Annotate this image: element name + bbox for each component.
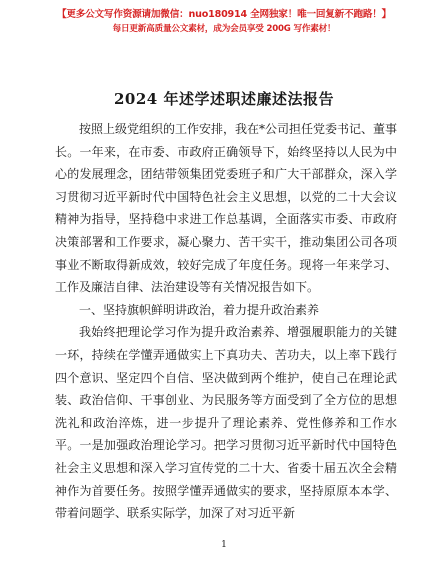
document-body <box>55 118 397 525</box>
paragraph-intro: 按照上级党组织的工作安排，我在*公司担任党委书记、董事长。一年来，在市委、市政府正确领导下，始终坚持以人民为中心的发展理念，团结带领集团党委班子和广大干部群众，深入学习贯彻习近平新时代中国特色社会主义思想，以党的二十大会议精神为指导，坚持稳中求进工作总基调，全面落实市委、市政府决策部署和工作要求，凝心聚力、苦干实干，推动集团公司各项事业不断取得新成效，较好完成了年度任务。现将一年来学习、工作及廉洁自律、法治建设等有关情况报告如下。 <box>55 122 398 295</box>
banner-line-1: 【更多公文写作资源请加微信：nuo180914 全网独家！唯一回复新不跑路！】 <box>56 9 392 20</box>
paragraph-section-1: 我始终把理论学习作为提升政治素养、增强履职能力的关键一环，持续在学懂弄通做实上下真功夫、苦功夫，以上率下践行四个意识、坚定四个自信、坚决做到两个维护，使自己在理论武装、政治信仰、干事创业、为民服务等方面受到了全方位的思想洗礼和政治淬炼，进一步提升了理论素养、党性修养和工作水平。一是加强政治理论学习。把学习贯彻习近平新时代中国特色社会主义思想和深入学习宣传党的二十大、省委十届五次全会精神作为首要任务。按照学懂弄通做实的要求，坚持原原本本学、带着问题学、联系实际学，加深了对习近平新 <box>55 325 397 521</box>
document-title: 2024 年述学述职述廉述法报告 <box>114 90 334 108</box>
page-number: 1 <box>221 540 227 550</box>
banner-line-2: 每日更新高质量公文素材，成为会员享受 200G 写作素材！ <box>112 24 336 34</box>
section-heading-1: 一、坚持旗帜鲜明讲政治，着力提升政治素养 <box>79 302 320 317</box>
promo-banner <box>0 8 448 36</box>
